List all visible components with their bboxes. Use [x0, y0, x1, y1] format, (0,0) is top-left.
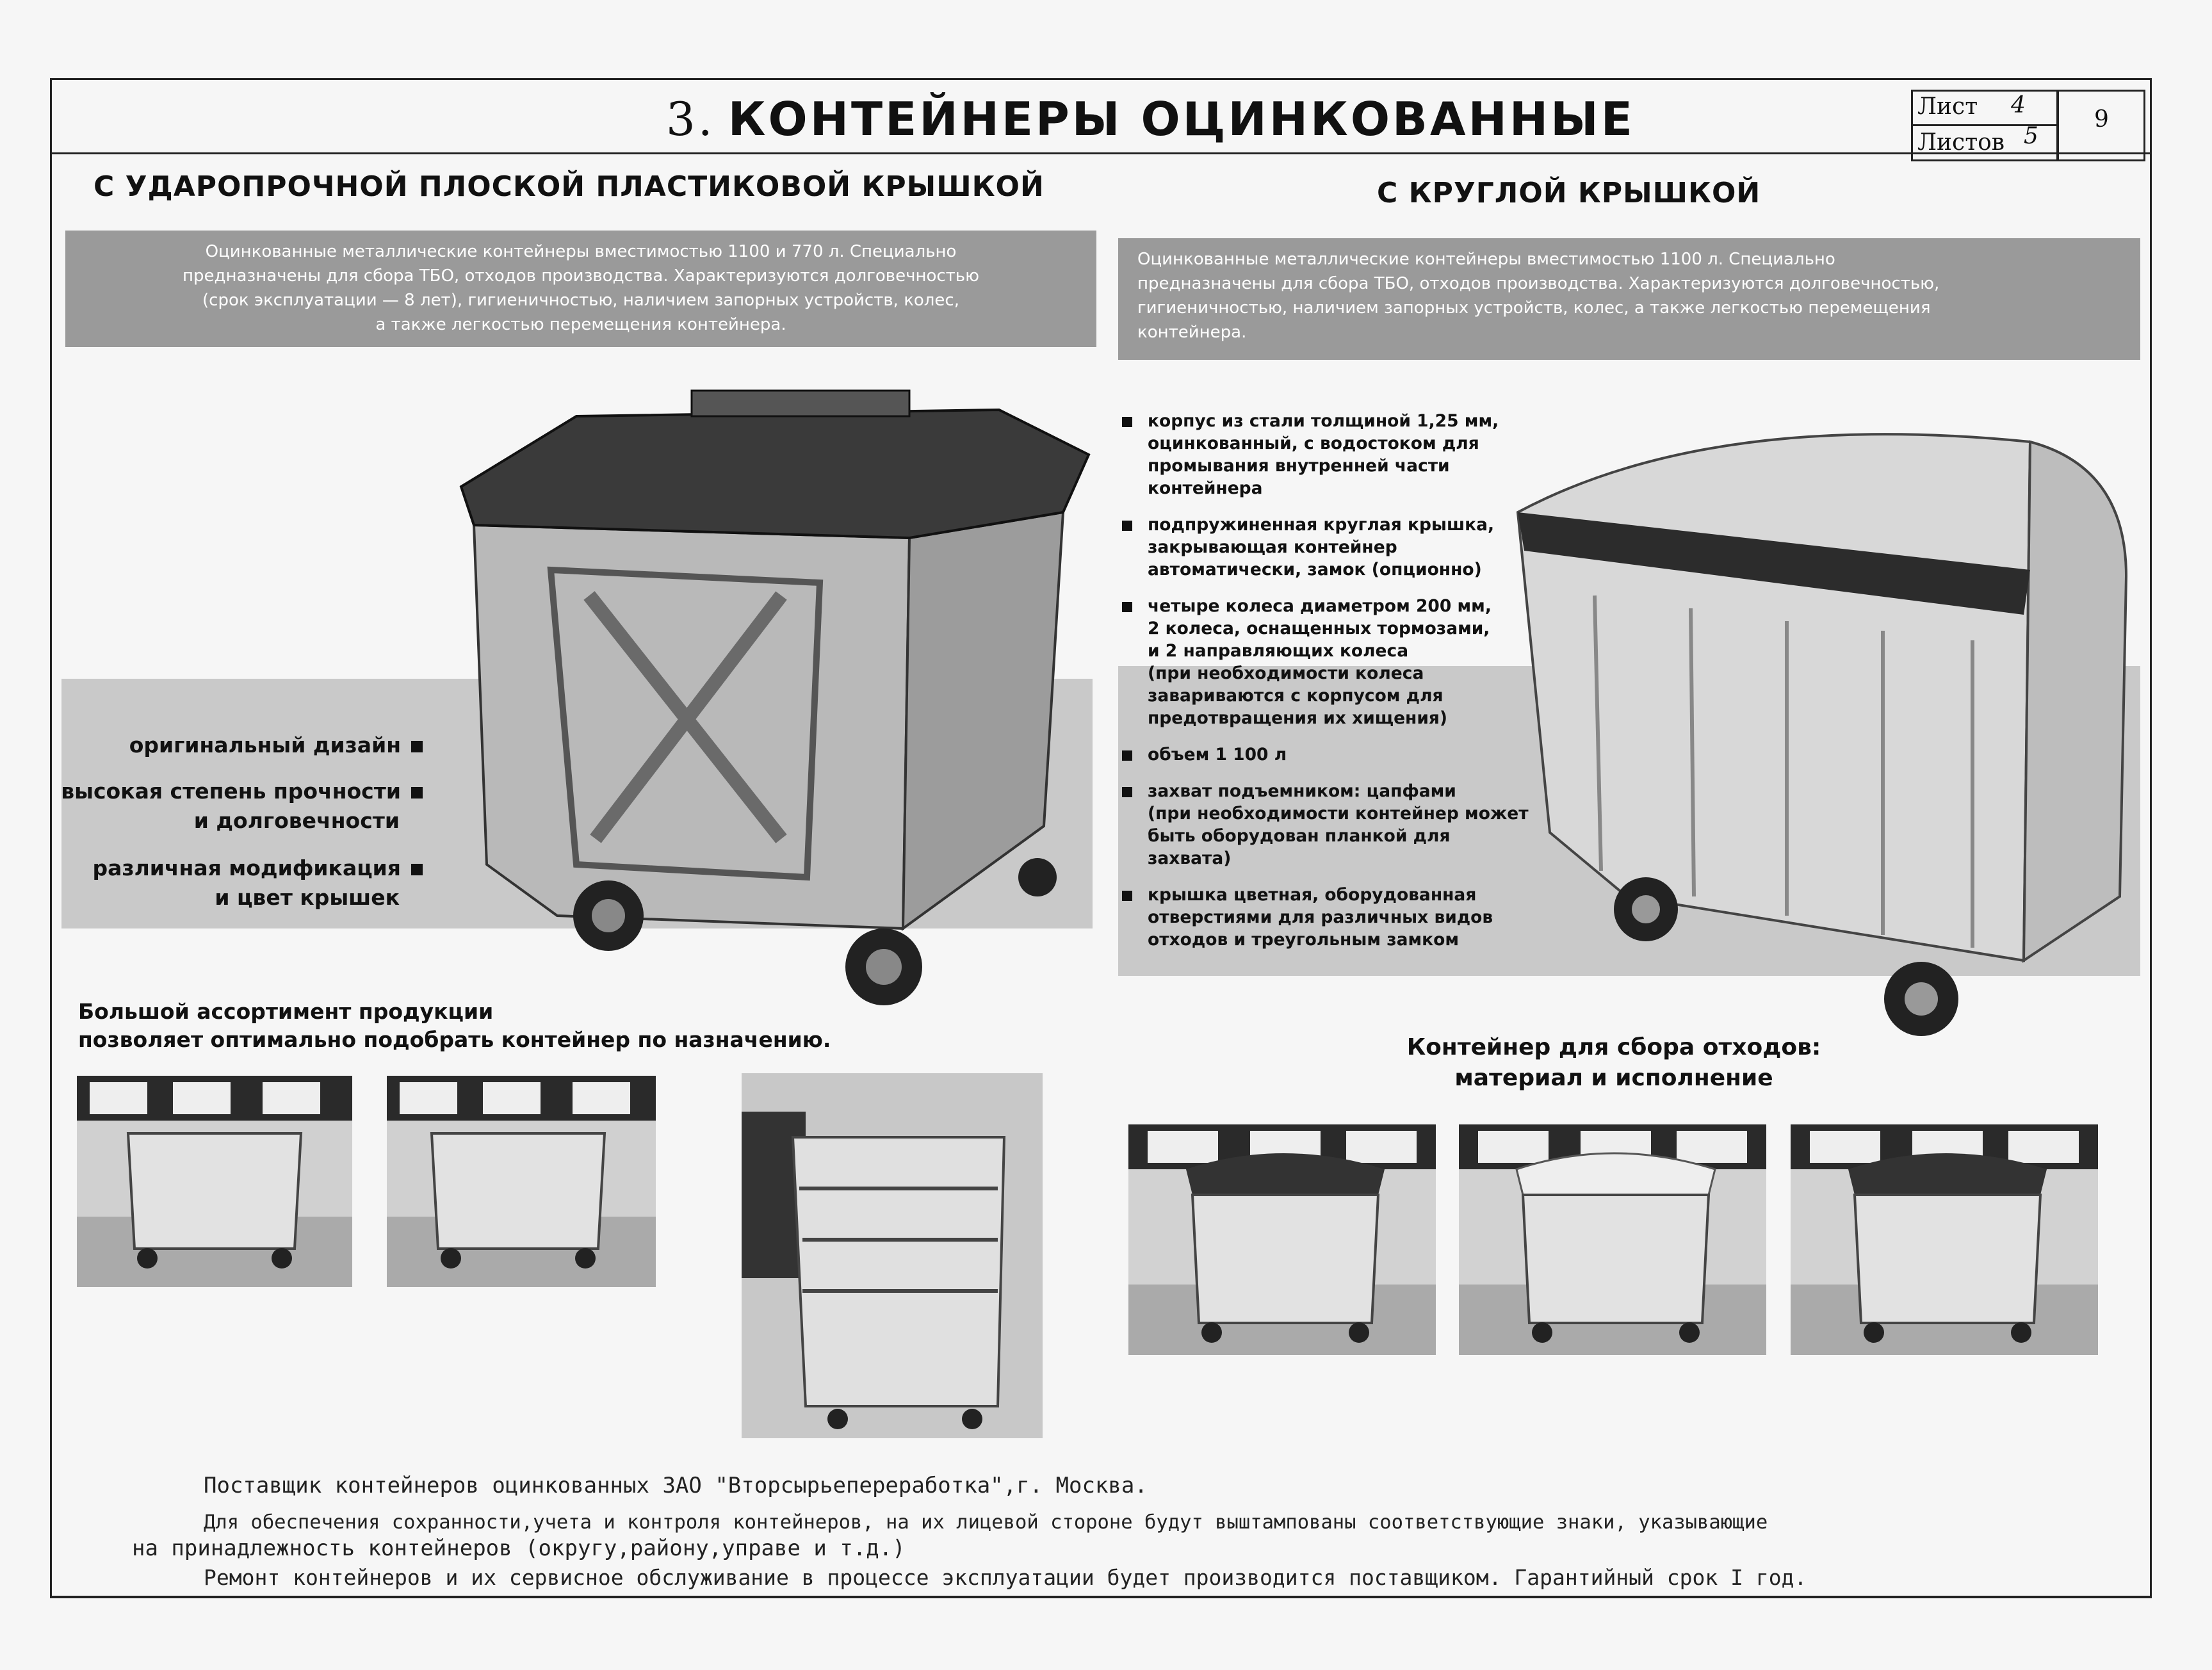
- bullet-square-icon: [1122, 602, 1132, 612]
- bullet-volume: объем 1 100 л: [1122, 743, 1532, 766]
- bullet-square-icon: [1122, 891, 1132, 901]
- feature-modification-cont: и цвет крышек: [215, 885, 400, 910]
- footer-supplier: Поставщик контейнеров оцинкованных ЗАО "Вторсырьепереработка",г. Москва.: [204, 1473, 1148, 1498]
- page-number: 9: [2094, 106, 2109, 133]
- left-heading: С УДАРОПРОЧНОЙ ПЛОСКОЙ ПЛАСТИКОВОЙ КРЫШКОЙ: [94, 170, 1045, 203]
- right-heading: С КРУГЛОЙ КРЫШКОЙ: [1377, 177, 1761, 209]
- right-band-line: гигиеничностью, наличием запорных устройств, колес, а также легкостью перемещения: [1137, 298, 1931, 318]
- left-band-line: (срок эксплуатации — 8 лет), гигиеничностью, наличием запорных устройств, колес,: [202, 291, 959, 310]
- section-number: 3.: [666, 92, 715, 146]
- material-photo-3: [1791, 1124, 2098, 1355]
- bullet-color-lid: крышка цветная, оборудованная отверстиями для различных видов отходов и треугольным замком: [1122, 884, 1532, 951]
- sheets-label: Листов: [1917, 129, 2005, 156]
- feature-modification: различная модификация: [93, 854, 423, 882]
- assortment-note: Большой ассортимент продукции позволяет оптимально подобрать контейнер по назначению.: [78, 999, 831, 1052]
- footer-marking-cont: на принадлежность контейнеров (округу,району,управе и т.д.): [132, 1536, 906, 1561]
- bullet-square-icon: [1122, 417, 1132, 427]
- bullet-square-icon: [411, 741, 423, 752]
- footer-marking: Для обеспечения сохранности,учета и контроля контейнеров, на их лицевой стороне будут выштампованы соответствующие знаки, указывающие: [204, 1511, 1768, 1534]
- round-lid-container-photo: [1499, 384, 2145, 1037]
- material-note: Контейнер для сбора отходов: материал и исполнение: [1406, 1034, 1821, 1091]
- bullet-square-icon: [411, 864, 423, 875]
- material-photo-1: [1128, 1124, 1436, 1355]
- title-underline: [50, 152, 2152, 154]
- bullet-wheels: четыре колеса диаметром 200 мм, 2 колеса, оснащенных тормозами, и 2 направляющих колеса (при необходимости колеса завариваются с корпусом для предотвращения их хищения): [1122, 595, 1532, 729]
- bullet-body: корпус из стали толщиной 1,25 мм, оцинкованный, с водостоком для промывания внутренней части контейнера: [1122, 410, 1532, 499]
- left-description-band: [65, 231, 1096, 347]
- assortment-photo-2: [387, 1076, 656, 1287]
- bullet-lift: захват подъемником: цапфами (при необходимости контейнер может быть оборудован планкой для захвата): [1122, 780, 1532, 870]
- right-description-band: [1118, 238, 2140, 360]
- right-band-line: контейнера.: [1137, 323, 1247, 342]
- bullet-square-icon: [1122, 521, 1132, 531]
- flat-lid-container-photo: [423, 378, 1102, 1018]
- page-title: [666, 92, 1635, 146]
- bullet-square-icon: [1122, 750, 1132, 761]
- sheet-value: 4: [2011, 92, 2026, 118]
- bullet-square-icon: [411, 787, 423, 799]
- title-text: КОНТЕЙНЕРЫ ОЦИНКОВАННЫЕ: [728, 92, 1635, 146]
- feature-original-design: оригинальный дизайн: [129, 731, 423, 759]
- round-lid-features-list: [1122, 410, 1532, 965]
- footer-service: Ремонт контейнеров и их сервисное обслуживание в процессе эксплуатации будет производится поставщиком. Гарантийный срок I год.: [204, 1565, 1807, 1590]
- feature-strength: высокая степень прочности: [61, 777, 423, 806]
- assortment-photo-1: [77, 1076, 352, 1287]
- left-band-line: предназначены для сбора ТБО, отходов производства. Характеризуются долговечностью: [182, 266, 980, 286]
- sheet-label: Лист: [1917, 93, 1978, 120]
- left-band-line: Оцинкованные металлические контейнеры вместимостью 1100 и 770 л. Специально: [205, 242, 957, 261]
- feature-strength-cont: и долговечности: [193, 808, 400, 833]
- bullet-square-icon: [1122, 787, 1132, 797]
- bullet-lid: подпружиненная круглая крышка, закрывающая контейнер автоматически, замок (опционно): [1122, 514, 1532, 581]
- right-band-line: Оцинкованные металлические контейнеры вместимостью 1100 л. Специально: [1137, 250, 1835, 269]
- assortment-photo-stacked: [742, 1073, 1043, 1438]
- left-band-line: а также легкостью перемещения контейнера.: [375, 315, 786, 334]
- footer-rule: [50, 1596, 2152, 1598]
- material-photo-2: [1459, 1124, 1766, 1355]
- right-band-line: предназначены для сбора ТБО, отходов производства. Характеризуются долговечностью,: [1137, 274, 1940, 293]
- sheets-value: 5: [2024, 123, 2038, 149]
